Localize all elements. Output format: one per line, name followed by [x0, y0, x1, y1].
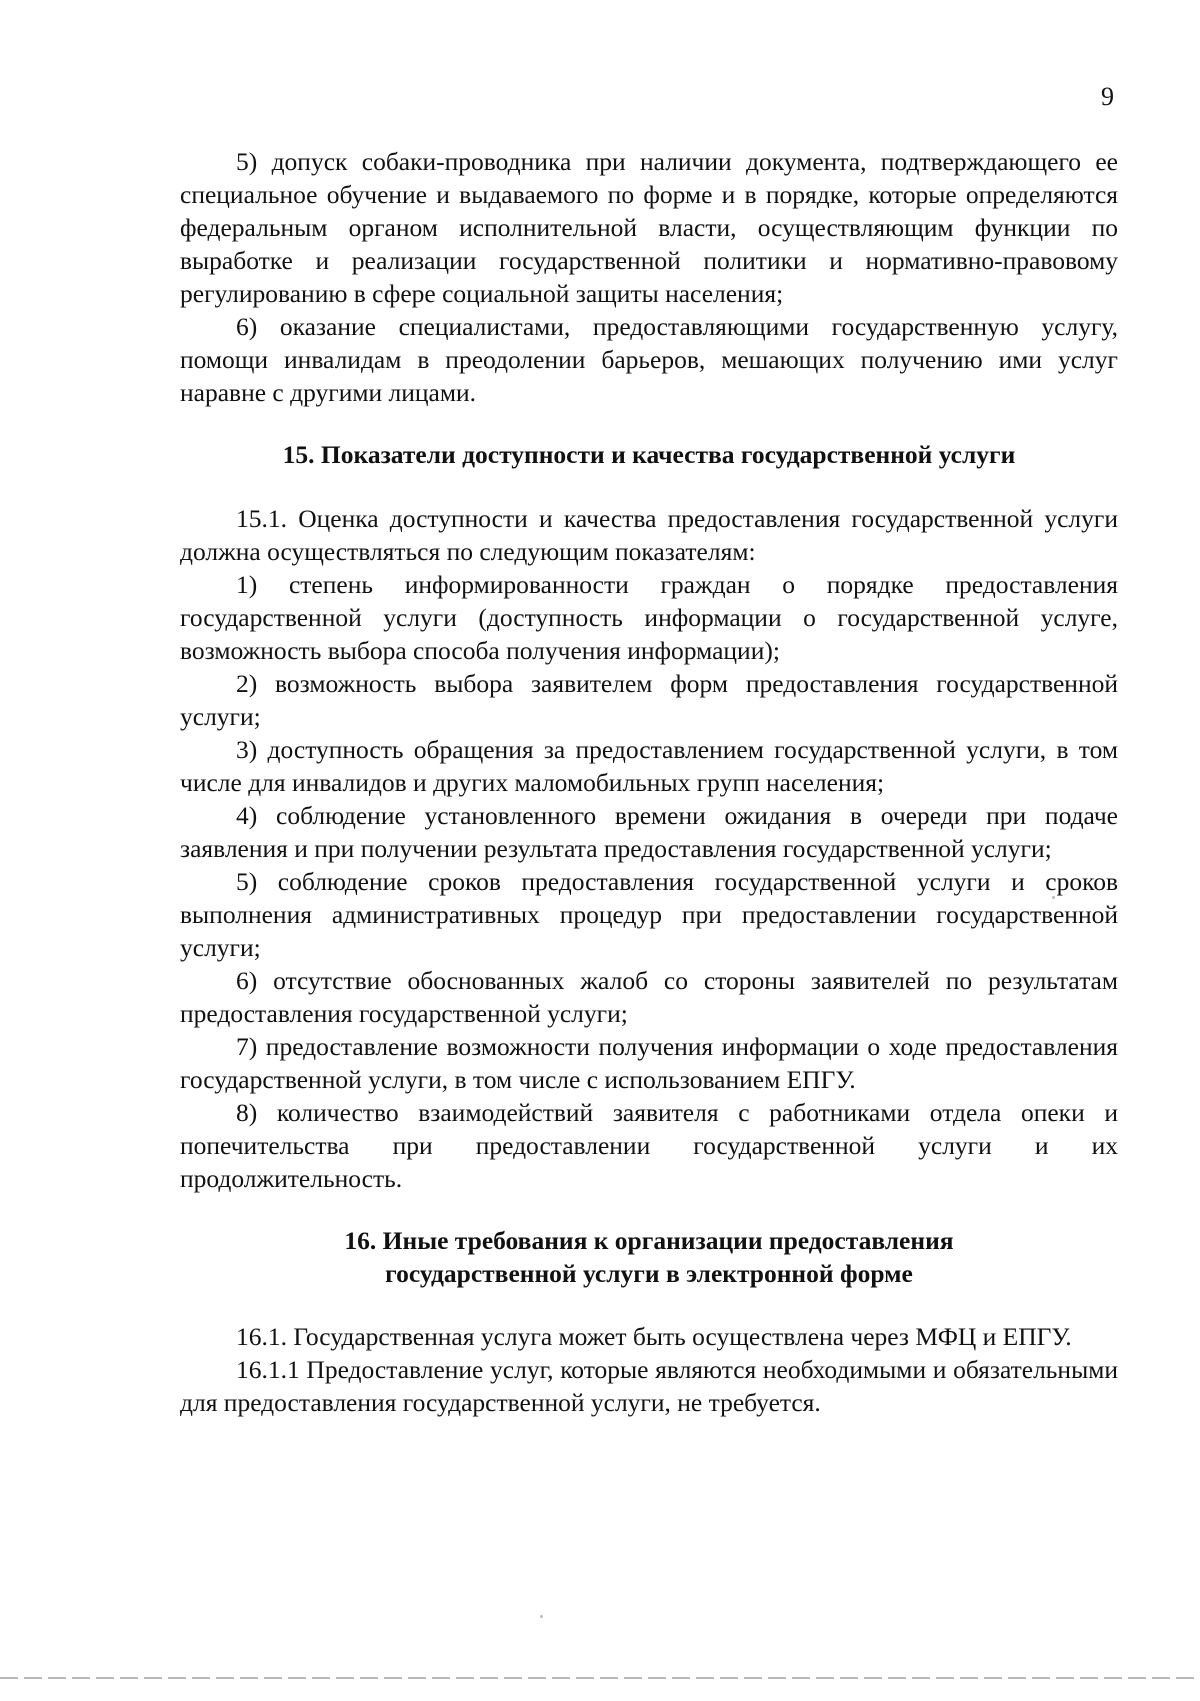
section-16-heading-line-1: 16. Иные требования к организации предоставления — [344, 1226, 954, 1255]
paragraph-16-1-1: 16.1.1 Предоставление услуг, которые являются необходимыми и обязательными для предоставления государственной услуги, не требуется. — [180, 1355, 1118, 1417]
paragraph-15-item-4: 4) соблюдение установленного времени ожидания в очереди при подаче заявления и при получении результата предоставления государственной услуги; — [180, 801, 1118, 863]
paragraph-15-item-6: 6) отсутствие обоснованных жалоб со стороны заявителей по результатам предоставления государственной услуги; — [180, 966, 1118, 1028]
paragraph-15-item-1: 1) степень информированности граждан о порядке предоставления государственной услуги (доступность информации о государственной услуге, возможность выбора способа получения информации); — [180, 570, 1118, 665]
paragraph-16-1: 16.1. Государственная услуга может быть осуществлена через МФЦ и ЕПГУ. — [236, 1322, 1072, 1351]
section-16-heading-line-2: государственной услуги в электронной форме — [385, 1259, 913, 1288]
section-15-heading: 15. Показатели доступности и качества государственной услуги — [282, 440, 1016, 469]
section-16-heading — [180, 1224, 1118, 1290]
paragraph-15-item-7: 7) предоставление возможности получения информации о ходе предоставления государственной услуги, в том числе с использованием ЕПГУ. — [180, 1032, 1118, 1094]
paragraph-15-item-3: 3) доступность обращения за предоставлением государственной услуги, в том числе для инвалидов и других маломобильных групп населения; — [180, 735, 1118, 797]
paragraph-15-item-8: 8) количество взаимодействий заявителя с работниками отдела опеки и попечительства при предоставлении государственной услуги и их продолжительность. — [180, 1098, 1118, 1193]
paragraph-15-item-5: 5) соблюдение сроков предоставления государственной услуги и сроков выполнения административных процедур при предоставлении государственной услуги; — [180, 867, 1118, 962]
scan-speck — [1052, 896, 1055, 899]
page-number: 9 — [1101, 82, 1114, 111]
scan-speck — [540, 1615, 543, 1618]
paragraph-item-6: 6) оказание специалистами, предоставляющими государственную услугу, помощи инвалидам в преодолении барьеров, мешающих получению ими услуг наравне с другими лицами. — [180, 312, 1118, 407]
paragraph-15-item-2: 2) возможность выбора заявителем форм предоставления государственной услуги; — [180, 669, 1118, 731]
paragraph-15-1: 15.1. Оценка доступности и качества предоставления государственной услуги должна осуществляться по следующим показателям: — [180, 504, 1118, 566]
scan-edge-line — [0, 1677, 1200, 1679]
document-body — [180, 145, 1118, 1419]
paragraph-item-5: 5) допуск собаки-проводника при наличии документа, подтверждающего ее специальное обучение и выдаваемого по форме и в порядке, которые определяются федеральным органом исполнительной власти, осуществляющим функции по выработке и реализации государственной политики и нормативно-правовому регулированию в сфере социальной защиты населения; — [180, 147, 1118, 308]
